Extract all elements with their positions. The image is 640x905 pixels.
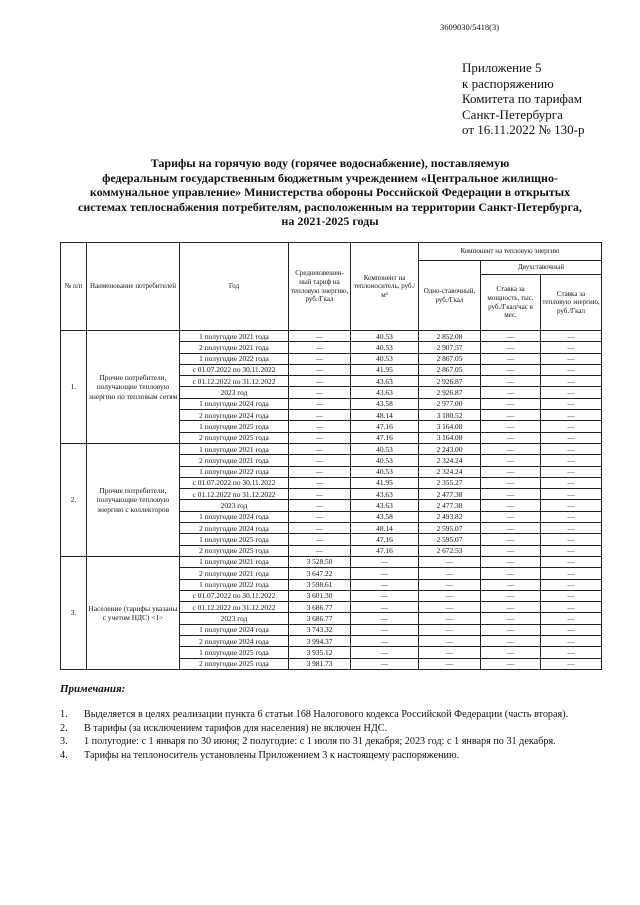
- cell-avg-tariff: 3 647.22: [289, 568, 351, 579]
- cell-avg-tariff: —: [289, 331, 351, 342]
- cell-capacity-rate: —: [481, 364, 541, 375]
- appendix-line: Комитета по тарифам: [462, 91, 582, 106]
- cell-energy-rate: —: [541, 477, 602, 488]
- cell-year: 2023 год: [180, 387, 289, 398]
- cell-energy-rate: —: [541, 636, 602, 647]
- cell-carrier: 43.58: [351, 511, 419, 522]
- cell-year: 2 полугодие 2024 года: [180, 636, 289, 647]
- note-item: [60, 708, 568, 722]
- cell-year: 2 полугодие 2025 года: [180, 658, 289, 669]
- cell-avg-tariff: —: [289, 376, 351, 387]
- cell-avg-tariff: —: [289, 477, 351, 488]
- cell-avg-tariff: —: [289, 342, 351, 353]
- cell-year: 2023 год: [180, 613, 289, 624]
- header-two-rate: Двухставочный: [481, 261, 602, 275]
- cell-energy-rate: —: [541, 545, 602, 556]
- cell-capacity-rate: —: [481, 455, 541, 466]
- cell-single-rate: —: [419, 658, 481, 669]
- cell-capacity-rate: —: [481, 624, 541, 635]
- cell-year: 1 полугодие 2025 года: [180, 421, 289, 432]
- cell-avg-tariff: —: [289, 398, 351, 409]
- cell-avg-tariff: —: [289, 523, 351, 534]
- cell-capacity-rate: —: [481, 523, 541, 534]
- cell-capacity-rate: —: [481, 398, 541, 409]
- note-number: 2.: [60, 722, 68, 734]
- cell-capacity-rate: —: [481, 410, 541, 421]
- notes-title: Примечания:: [60, 683, 126, 695]
- cell-year: 1 полугодие 2022 года: [180, 466, 289, 477]
- cell-capacity-rate: —: [481, 613, 541, 624]
- cell-energy-rate: —: [541, 647, 602, 658]
- cell-energy-rate: —: [541, 590, 602, 601]
- cell-carrier: 40.53: [351, 443, 419, 454]
- cell-carrier: —: [351, 602, 419, 613]
- cell-avg-tariff: —: [289, 364, 351, 375]
- cell-avg-tariff: 3 601.30: [289, 590, 351, 601]
- cell-avg-tariff: —: [289, 466, 351, 477]
- title-line: на 2021-2025 годы: [281, 214, 379, 228]
- cell-year: 2 полугодие 2024 года: [180, 410, 289, 421]
- cell-energy-rate: —: [541, 398, 602, 409]
- header-carrier: Компонент на теплоноситель, руб./м³: [351, 243, 419, 331]
- cell-carrier: 47.16: [351, 421, 419, 432]
- cell-carrier: 47.16: [351, 534, 419, 545]
- cell-single-rate: 2 324.24: [419, 455, 481, 466]
- cell-carrier: 40.53: [351, 353, 419, 364]
- cell-avg-tariff: 3 935.12: [289, 647, 351, 658]
- cell-carrier: 48.14: [351, 523, 419, 534]
- cell-single-rate: 2 477.38: [419, 500, 481, 511]
- cell-carrier: 43.58: [351, 398, 419, 409]
- cell-year: 2 полугодие 2021 года: [180, 342, 289, 353]
- cell-carrier: —: [351, 556, 419, 567]
- cell-avg-tariff: —: [289, 432, 351, 443]
- cell-year: 1 полугодие 2025 года: [180, 647, 289, 658]
- cell-avg-tariff: —: [289, 410, 351, 421]
- cell-capacity-rate: —: [481, 331, 541, 342]
- cell-single-rate: 3 164.08: [419, 421, 481, 432]
- cell-carrier: 40.53: [351, 342, 419, 353]
- cell-single-rate: —: [419, 568, 481, 579]
- cell-carrier: 43.63: [351, 500, 419, 511]
- cell-energy-rate: —: [541, 331, 602, 342]
- cell-year: 1 полугодие 2025 года: [180, 534, 289, 545]
- cell-single-rate: 2 477.38: [419, 489, 481, 500]
- cell-energy-rate: —: [541, 421, 602, 432]
- appendix-line: к распоряжению: [462, 75, 554, 91]
- cell-avg-tariff: 3 686.77: [289, 613, 351, 624]
- cell-year: с 01.12.2022 по 31.12.2022: [180, 489, 289, 500]
- cell-single-rate: —: [419, 613, 481, 624]
- cell-capacity-rate: —: [481, 545, 541, 556]
- cell-single-rate: 2 977.00: [419, 398, 481, 409]
- cell-avg-tariff: —: [289, 545, 351, 556]
- cell-energy-rate: —: [541, 500, 602, 511]
- cell-carrier: —: [351, 658, 419, 669]
- cell-capacity-rate: —: [481, 353, 541, 364]
- cell-energy-rate: —: [541, 489, 602, 500]
- cell-year: 2 полугодие 2025 года: [180, 545, 289, 556]
- appendix-line: Приложение 5: [462, 60, 542, 75]
- cell-energy-rate: —: [541, 556, 602, 567]
- cell-year: с 01.07.2022 по 30.11.2022: [180, 364, 289, 375]
- title-line: системах теплоснабжения потребителям, расположенным на территории Санкт-Петербурга,: [78, 199, 582, 214]
- cell-single-rate: 3 164.08: [419, 432, 481, 443]
- note-number: 3.: [60, 736, 68, 748]
- cell-capacity-rate: —: [481, 443, 541, 454]
- cell-capacity-rate: —: [481, 421, 541, 432]
- cell-energy-rate: —: [541, 455, 602, 466]
- cell-single-rate: 2 867.05: [419, 353, 481, 364]
- cell-single-rate: —: [419, 647, 481, 658]
- cell-energy-rate: —: [541, 511, 602, 522]
- note-item: [60, 722, 568, 736]
- cell-avg-tariff: 3 994.37: [289, 636, 351, 647]
- appendix-line: от 16.11.2022 № 130-р: [462, 122, 585, 137]
- note-item: [60, 735, 568, 749]
- cell-year: 1 полугодие 2021 года: [180, 331, 289, 342]
- cell-carrier: —: [351, 647, 419, 658]
- cell-year: с 01.12.2022 по 31.12.2022: [180, 376, 289, 387]
- cell-capacity-rate: —: [481, 342, 541, 353]
- cell-avg-tariff: —: [289, 511, 351, 522]
- cell-year: 2023 год: [180, 500, 289, 511]
- cell-energy-rate: —: [541, 387, 602, 398]
- cell-year: 2 полугодие 2021 года: [180, 568, 289, 579]
- cell-single-rate: 2 672.53: [419, 545, 481, 556]
- cell-capacity-rate: —: [481, 511, 541, 522]
- cell-single-rate: 2 355.27: [419, 477, 481, 488]
- cell-carrier: —: [351, 579, 419, 590]
- cell-single-rate: 2 243.00: [419, 443, 481, 454]
- cell-carrier: 41.95: [351, 364, 419, 375]
- document-title: [60, 156, 600, 229]
- cell-energy-rate: —: [541, 658, 602, 669]
- cell-carrier: —: [351, 624, 419, 635]
- header-single-rate: Одно-ставочный, руб./Гкал: [419, 261, 481, 331]
- cell-year: 1 полугодие 2022 года: [180, 579, 289, 590]
- cell-carrier: —: [351, 590, 419, 601]
- cell-single-rate: 2 595.07: [419, 534, 481, 545]
- document-code: 3609030/5418(3): [440, 22, 500, 32]
- cell-single-rate: 3 180.52: [419, 410, 481, 421]
- title-line: Тарифы на горячую воду (горячее водоснабжение), поставляемую: [150, 156, 510, 170]
- cell-year: с 01.07.2022 по 30.11.2022: [180, 590, 289, 601]
- cell-carrier: 48.14: [351, 410, 419, 421]
- cell-single-rate: 2 852.08: [419, 331, 481, 342]
- cell-energy-rate: —: [541, 579, 602, 590]
- cell-avg-tariff: 3 686.77: [289, 602, 351, 613]
- cell-avg-tariff: 3 743.32: [289, 624, 351, 635]
- cell-year: 2 полугодие 2021 года: [180, 455, 289, 466]
- cell-year: 2 полугодие 2025 года: [180, 432, 289, 443]
- cell-energy-rate: —: [541, 443, 602, 454]
- cell-single-rate: 2 926.87: [419, 376, 481, 387]
- cell-group-num: 2.: [61, 443, 87, 556]
- cell-capacity-rate: —: [481, 534, 541, 545]
- cell-capacity-rate: —: [481, 602, 541, 613]
- cell-avg-tariff: 3 981.73: [289, 658, 351, 669]
- cell-capacity-rate: —: [481, 590, 541, 601]
- cell-energy-rate: —: [541, 353, 602, 364]
- cell-single-rate: —: [419, 579, 481, 590]
- note-text: В тарифы (за исключением тарифов для населения) не включен НДС.: [84, 722, 388, 734]
- cell-energy-rate: —: [541, 410, 602, 421]
- cell-single-rate: 2 324.24: [419, 466, 481, 477]
- header-consumers: Наименование потребителей: [87, 243, 180, 331]
- header-heat-component: Компонент на тепловую энергию: [419, 243, 602, 261]
- cell-year: 1 полугодие 2021 года: [180, 443, 289, 454]
- cell-carrier: 40.53: [351, 466, 419, 477]
- title-line: федеральным государственным бюджетным учреждением «Центральное жилищно-: [102, 170, 558, 185]
- header-num: № п/п: [61, 243, 87, 331]
- cell-single-rate: —: [419, 590, 481, 601]
- cell-capacity-rate: —: [481, 647, 541, 658]
- cell-capacity-rate: —: [481, 376, 541, 387]
- cell-carrier: 40.53: [351, 331, 419, 342]
- cell-single-rate: —: [419, 636, 481, 647]
- cell-year: с 01.07.2022 по 30.11.2022: [180, 477, 289, 488]
- cell-single-rate: 2 907.57: [419, 342, 481, 353]
- cell-energy-rate: —: [541, 613, 602, 624]
- cell-avg-tariff: —: [289, 534, 351, 545]
- cell-capacity-rate: —: [481, 500, 541, 511]
- cell-avg-tariff: —: [289, 455, 351, 466]
- cell-single-rate: 2 926.87: [419, 387, 481, 398]
- cell-single-rate: —: [419, 602, 481, 613]
- cell-carrier: 47.16: [351, 545, 419, 556]
- cell-carrier: —: [351, 613, 419, 624]
- cell-year: с 01.12.2022 по 31.12.2022: [180, 602, 289, 613]
- cell-year: 1 полугодие 2021 года: [180, 556, 289, 567]
- cell-energy-rate: —: [541, 568, 602, 579]
- cell-capacity-rate: —: [481, 658, 541, 669]
- cell-single-rate: —: [419, 556, 481, 567]
- cell-energy-rate: —: [541, 624, 602, 635]
- cell-year: 2 полугодие 2024 года: [180, 523, 289, 534]
- table-header: [61, 243, 602, 331]
- cell-energy-rate: —: [541, 364, 602, 375]
- note-number: 1.: [60, 709, 68, 720]
- cell-capacity-rate: —: [481, 477, 541, 488]
- notes-list: [60, 708, 568, 762]
- cell-group-num: 3.: [61, 556, 87, 669]
- cell-avg-tariff: —: [289, 387, 351, 398]
- cell-capacity-rate: —: [481, 568, 541, 579]
- cell-capacity-rate: —: [481, 387, 541, 398]
- header-capacity-rate: Ставка за мощность, тыс. руб./Гкал/час в мес.: [481, 275, 541, 331]
- cell-avg-tariff: —: [289, 500, 351, 511]
- cell-carrier: 43.63: [351, 489, 419, 500]
- note-text: Выделяется в целях реализации пункта 6 статьи 168 Налогового кодекса Российской Федерации (часть вторая).: [84, 709, 569, 720]
- table-body: [61, 331, 602, 670]
- cell-capacity-rate: —: [481, 556, 541, 567]
- cell-energy-rate: —: [541, 534, 602, 545]
- cell-capacity-rate: —: [481, 432, 541, 443]
- cell-year: 1 полугодие 2024 года: [180, 624, 289, 635]
- cell-group-num: 1.: [61, 331, 87, 444]
- cell-single-rate: —: [419, 624, 481, 635]
- appendix-block: [462, 60, 585, 138]
- header-energy-rate: Ставка за тепловую энергию, руб./Гкал: [541, 275, 602, 331]
- tariff-table: [60, 242, 602, 670]
- header-year: Год: [180, 243, 289, 331]
- cell-year: 1 полугодие 2024 года: [180, 398, 289, 409]
- cell-avg-tariff: —: [289, 421, 351, 432]
- cell-energy-rate: —: [541, 466, 602, 477]
- cell-carrier: 47.16: [351, 432, 419, 443]
- cell-avg-tariff: —: [289, 443, 351, 454]
- cell-energy-rate: —: [541, 432, 602, 443]
- cell-year: 1 полугодие 2024 года: [180, 511, 289, 522]
- cell-avg-tariff: —: [289, 489, 351, 500]
- cell-avg-tariff: 3 528.50: [289, 556, 351, 567]
- cell-energy-rate: —: [541, 376, 602, 387]
- table-row: [61, 331, 602, 342]
- cell-single-rate: 2 493.82: [419, 511, 481, 522]
- table-row: [61, 556, 602, 567]
- cell-capacity-rate: —: [481, 466, 541, 477]
- cell-carrier: 40.53: [351, 455, 419, 466]
- note-text: Тарифы на теплоноситель установлены Приложением 3 к настоящему распоряжению.: [84, 749, 460, 761]
- cell-single-rate: 2 595.07: [419, 523, 481, 534]
- note-text: 1 полугодие: с 1 января по 30 июня; 2 полугодие: с 1 июля по 31 декабря; 2023 год: с 1 января по 31 декабря.: [84, 736, 556, 748]
- cell-consumer-category: Прочие потребители, получающие тепловую энергию по тепловым сетям: [87, 331, 180, 444]
- cell-avg-tariff: —: [289, 353, 351, 364]
- title-line: коммунальное управление» Министерства обороны Российской Федерации в открытых: [89, 185, 571, 199]
- appendix-line: Санкт-Петербурга: [462, 106, 563, 122]
- cell-consumer-category: Население (тарифы указаны с учетом НДС) <1>: [87, 556, 180, 669]
- cell-energy-rate: —: [541, 602, 602, 613]
- cell-carrier: —: [351, 636, 419, 647]
- cell-carrier: 41.95: [351, 477, 419, 488]
- cell-capacity-rate: —: [481, 579, 541, 590]
- header-avg-tariff: Средневзвешен-ный тариф на тепловую энергию, руб./Гкал: [289, 243, 351, 331]
- cell-avg-tariff: 3 598.61: [289, 579, 351, 590]
- table-row: [61, 443, 602, 454]
- cell-single-rate: 2 867.05: [419, 364, 481, 375]
- cell-carrier: —: [351, 568, 419, 579]
- cell-capacity-rate: —: [481, 489, 541, 500]
- cell-consumer-category: Прочие потребители, получающие тепловую энергию с коллекторов: [87, 443, 180, 556]
- cell-carrier: 43.63: [351, 387, 419, 398]
- note-number: 4.: [60, 749, 68, 761]
- cell-year: 1 полугодие 2022 года: [180, 353, 289, 364]
- cell-carrier: 43.63: [351, 376, 419, 387]
- cell-capacity-rate: —: [481, 636, 541, 647]
- cell-energy-rate: —: [541, 523, 602, 534]
- cell-energy-rate: —: [541, 342, 602, 353]
- note-item: [60, 749, 568, 763]
